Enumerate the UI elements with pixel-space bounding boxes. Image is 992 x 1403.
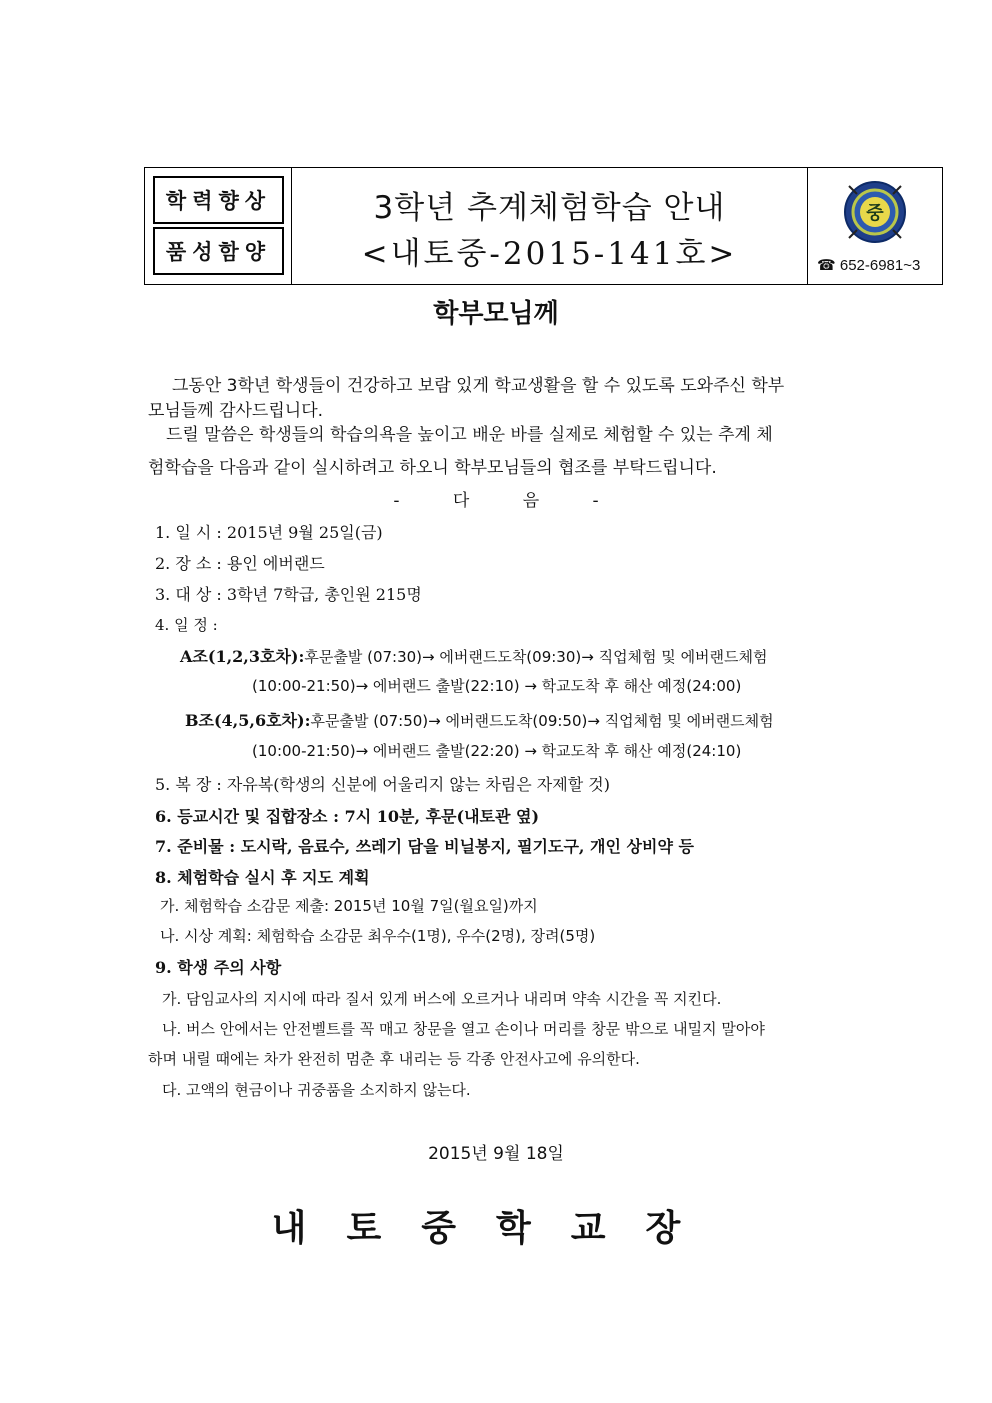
issue-date: 2015년 9월 18일 [428, 1144, 564, 1164]
item-target: 3. 대 상 : 3학년 7학급, 총인원 215명 [155, 585, 422, 604]
caution-b: 나. 버스 안에서는 안전벨트를 꼭 매고 창문을 열고 손이나 머리를 창문 밖으로 내밀지 말아야 [162, 1020, 765, 1038]
schedule-a-line: 후문출발 (07:30)→ 에버랜드도착(09:30)→ 직업체험 및 에버랜드체험 [304, 648, 768, 666]
motto-bottom: 품성함양 [153, 227, 284, 275]
caution-b-cont: 하며 내릴 때에는 차가 완전히 멈춘 후 내리는 등 각종 안전사고에 유의한다. [148, 1050, 640, 1068]
caution-c: 다. 고액의 현금이나 귀중품을 소지하지 않는다. [162, 1081, 471, 1099]
item-attire: 5. 복 장 : 자유복(학생의 신분에 어울리지 않는 차림은 자제할 것) [155, 775, 610, 794]
item-place: 2. 장 소 : 용인 에버랜드 [155, 554, 325, 573]
schedule-b-label: B조(4,5,6호차): [185, 711, 311, 730]
item-meeting: 6. 등교시간 및 집합장소 : 7시 10분, 후문(내토관 옆) [155, 807, 540, 826]
document-number: <내토중-2015-141호> [361, 236, 738, 272]
principal-signature: 내토중학교장 [271, 1207, 721, 1249]
da-eum-heading: - 다 음 - [393, 491, 599, 511]
schedule-a [180, 644, 768, 667]
item-followup: 8. 체험학습 실시 후 지도 계획 [155, 868, 370, 887]
motto-block [153, 176, 284, 276]
schedule-a-label: A조(1,2,3호차): [180, 647, 305, 666]
item-schedule: 4. 일 정 : [155, 616, 218, 634]
followup-b: 나. 시상 계획: 체험학습 소감문 최우수(1명), 우수(2명), 장려(5명) [160, 927, 596, 945]
caution-a: 가. 담임교사의 지시에 따라 질서 있게 버스에 오르거나 내리며 약속 시간을 꼭 지킨다. [162, 990, 722, 1008]
item-cautions: 9. 학생 주의 사항 [155, 958, 282, 977]
emblem-char: 중 [866, 203, 884, 224]
schedule-b [185, 708, 774, 731]
school-emblem-icon [843, 180, 907, 244]
motto-top: 학력향상 [153, 176, 284, 224]
item-supplies: 7. 준비물 : 도시락, 음료수, 쓰레기 담을 비닐봉지, 필기도구, 개인 상비약 등 [155, 837, 694, 856]
intro-line: 드릴 말씀은 학생들의 학습의욕을 높이고 배운 바를 실제로 체험할 수 있는 추계 체 [166, 425, 773, 445]
schedule-a-line: (10:00-21:50)→ 에버랜드 출발(22:10) → 학교도착 후 해산 예정(24:00) [252, 677, 742, 695]
followup-a: 가. 체험학습 소감문 제출: 2015년 10월 7일(월요일)까지 [160, 897, 538, 915]
intro-line: 모님들께 감사드립니다. [148, 401, 324, 421]
letterhead [144, 167, 943, 285]
phone-number: ☎ 652-6981~3 [817, 257, 921, 274]
item-date: 1. 일 시 : 2015년 9월 25일(금) [155, 523, 383, 542]
document-title: 3학년 추계체험학습 안내 [373, 190, 726, 226]
intro-line: 험학습을 다음과 같이 실시하려고 하오니 학부모님들의 협조를 부탁드립니다. [148, 458, 717, 478]
salutation: 학부모님께 [433, 299, 559, 329]
intro-line: 그동안 3학년 학생들이 건강하고 보람 있게 학교생활을 할 수 있도록 도와주신 학부 [172, 376, 785, 396]
schedule-b-line: (10:00-21:50)→ 에버랜드 출발(22:20) → 학교도착 후 해산 예정(24:10) [252, 742, 742, 760]
schedule-b-line: 후문출발 (07:50)→ 에버랜드도착(09:50)→ 직업체험 및 에버랜드체험 [310, 712, 774, 730]
divider [807, 168, 808, 284]
